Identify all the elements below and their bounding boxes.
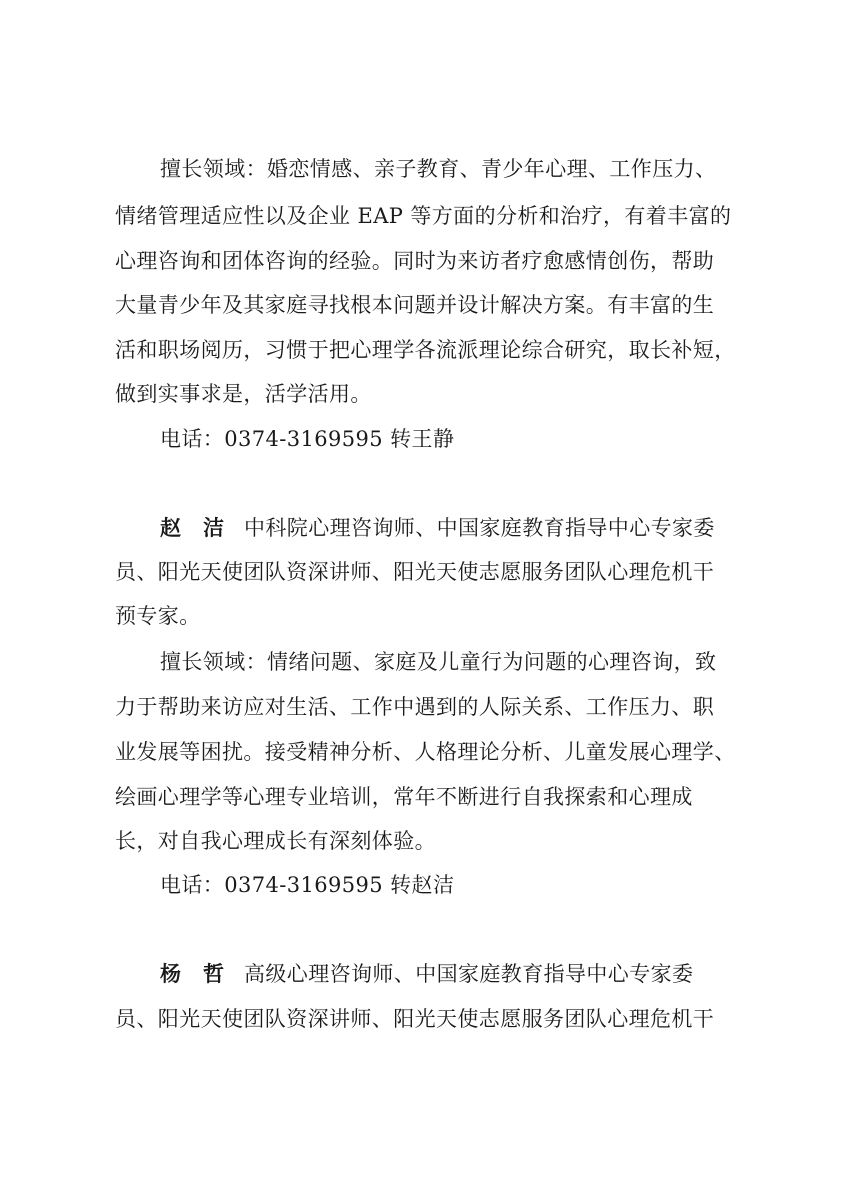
s2-name-last: 洁	[203, 515, 224, 540]
s2-expertise-line-5: 长，对自我心理成长有深刻体验。	[115, 829, 436, 853]
s2-phone: 电话：0374-3169595 转赵洁	[160, 873, 455, 897]
s3-intro-line-2: 员、阳光天使团队资深讲师、阳光天使志愿服务团队心理危机干	[115, 1007, 715, 1031]
s2-name-first: 赵	[160, 515, 181, 540]
s1-expertise-line-1: 擅长领域：婚恋情感、亲子教育、青少年心理、工作压力、	[160, 157, 717, 181]
s3-intro-line-1	[160, 959, 800, 989]
s2-intro-line-1	[160, 513, 800, 543]
s3-name-first: 杨	[160, 961, 181, 986]
s1-expertise-line-6: 做到实事求是，活学活用。	[115, 382, 372, 406]
s3-name-last: 哲	[203, 961, 224, 986]
s1-phone: 电话：0374-3169595 转王静	[160, 427, 455, 451]
s1-expertise-line-3: 心理咨询和团体咨询的经验。同时为来访者疗愈感情创伤，帮助	[115, 249, 715, 273]
s2-expertise-line-2: 力于帮助来访应对生活、工作中遇到的人际关系、工作压力、职	[115, 695, 715, 719]
s1-expertise-line-2: 情绪管理适应性以及企业 EAP 等方面的分析和治疗，有着丰富的	[115, 204, 732, 228]
s3-intro-text: 高级心理咨询师、中国家庭教育指导中心专家委	[244, 962, 694, 986]
s1-expertise-line-5: 活和职场阅历，习惯于把心理学各流派理论综合研究，取长补短，	[115, 338, 736, 362]
s2-expertise-line-3: 业发展等困扰。接受精神分析、人格理论分析、儿童发展心理学、	[115, 740, 736, 764]
s2-expertise-line-1: 擅长领域：情绪问题、家庭及儿童行为问题的心理咨询，致	[160, 650, 717, 674]
s2-expertise-line-4: 绘画心理学等心理专业培训，常年不断进行自我探索和心理成	[115, 785, 693, 809]
s2-intro-line-2: 员、阳光天使团队资深讲师、阳光天使志愿服务团队心理危机干	[115, 560, 715, 584]
s2-intro-text: 中科院心理咨询师、中国家庭教育指导中心专家委	[244, 516, 715, 540]
s2-intro-line-3: 预专家。	[115, 604, 201, 628]
s1-expertise-line-4: 大量青少年及其家庭寻找根本问题并设计解决方案。有丰富的生	[115, 293, 715, 317]
